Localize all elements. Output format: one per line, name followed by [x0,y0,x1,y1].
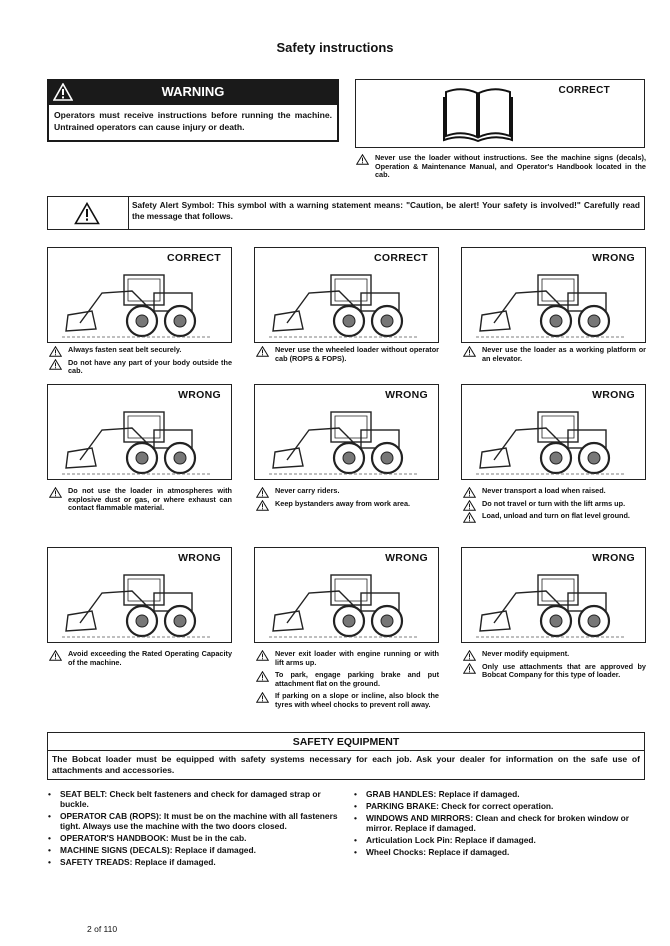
warning-triangle-icon [463,487,476,498]
caption-text: Only use attachments that are approved by Bobcat Company for this type of loader. [482,661,646,680]
alert-symbol-text: Safety Alert Symbol: This symbol with a warning statement means: "Caution, be alert! Your safety is involved!" Carefully read the message that follows. [132,200,640,221]
book-caption-text: Never use the loader without instructions. See the machine signs (decals), Operation & Maintenance Manual, and Operator's Handbook located in the cab. [375,153,646,180]
caption-text: Do not travel or turn with the lift arms up. [482,498,626,508]
warning-triangle-icon [256,650,269,661]
panel-caption [49,346,232,357]
panel-label: WRONG [592,252,635,264]
warning-header [47,79,339,105]
panel-label: CORRECT [558,85,610,96]
caption-text: Avoid exceeding the Rated Operating Capacity of the machine. [68,649,232,667]
warning-triangle-icon [49,359,62,370]
illustration-panel [461,547,646,643]
caption-text: Never transport a load when raised. [482,486,606,495]
loader-illustration [269,553,419,641]
caption-text: If parking on a slope or incline, also block the tyres with wheel chocks to prevent roll away. [275,691,439,709]
caption-text: To park, engage parking brake and put attachment flat on the ground. [275,670,439,688]
caption-text: Never carry riders. [275,486,340,495]
warning-triangle-icon [256,671,269,682]
panel-caption [256,487,439,498]
panel-label: WRONG [592,552,635,564]
caption-text: Never exit loader with engine running or with lift arms up. [275,649,439,667]
list-item: • SAFETY TREADS: Replace if damaged. [47,857,342,867]
warning-triangle-icon [49,650,62,661]
warning-triangle-icon [256,692,269,703]
loader-illustration [476,390,626,478]
panel-label: CORRECT [166,252,221,264]
illustration-panel [47,547,232,643]
illustration-panel [47,384,232,480]
panel-caption [256,346,439,363]
warning-triangle-icon [463,500,476,511]
panel-label: CORRECT [373,252,428,264]
illustration-panel [254,247,439,343]
alert-symbol-box [47,196,645,230]
warning-triangle-icon [49,346,62,357]
list-item: • GRAB HANDLES: Replace if damaged. [353,789,645,799]
warning-triangle-icon [256,487,269,498]
open-book-icon [442,87,514,142]
equipment-list-right [353,789,645,859]
caption-text: Load, unload and turn on flat level ground. [482,511,630,521]
panel-caption [49,487,232,513]
panel-caption [463,487,646,498]
warning-heading: WARNING [161,84,225,99]
panel-label: WRONG [178,552,221,564]
panel-caption [256,671,439,688]
warning-triangle-icon [53,83,73,101]
panel-caption [463,650,646,661]
panel-caption [256,500,439,511]
panel-caption [49,359,232,376]
panel-caption [463,500,646,511]
warning-box [47,79,339,142]
caption-text: Never use the loader as a working platform or an elevator. [482,345,646,363]
panel-caption [256,650,439,667]
safety-equipment-box [47,732,645,780]
page-title: Safety instructions [276,40,394,55]
list-item: • Articulation Lock Pin: Replace if damaged. [353,835,645,845]
warning-triangle-icon [463,512,476,523]
loader-illustration [476,253,626,341]
list-item: • SEAT BELT: Check belt fasteners and check for damaged strap or buckle. [47,789,342,809]
warning-triangle-icon [463,650,476,661]
caption-text: Never use the wheeled loader without operator cab (ROPS & FOPS). [275,345,439,363]
panel-caption [463,346,646,363]
illustration-panel [47,247,232,343]
loader-illustration [269,390,419,478]
caption-text: Keep bystanders away from work area. [275,498,411,508]
loader-illustration [62,253,212,341]
panel-caption [49,650,232,667]
warning-triangle-icon [463,346,476,357]
list-item: • Wheel Chocks: Replace if damaged. [353,847,645,857]
illustration-panel [254,384,439,480]
panel-label: WRONG [178,389,221,401]
book-panel [355,79,645,148]
illustration-panel [254,547,439,643]
page-number: 2 of 110 [87,924,118,934]
panel-caption [463,512,646,523]
loader-illustration [269,253,419,341]
warning-triangle-icon [74,202,100,225]
book-caption [356,154,646,180]
caption-text: Always fasten seat belt securely. [68,345,182,354]
panel-caption [463,663,646,680]
loader-illustration [476,553,626,641]
illustration-panel [461,384,646,480]
caption-text: Never modify equipment. [482,649,570,658]
warning-triangle-icon [256,500,269,511]
warning-text: Operators must receive instructions before running the machine. Untrained operators can cause injury or death. [54,110,332,132]
caption-text: Do not use the loader in atmospheres with explosive dust or gas, or where exhaust can contact flammable material. [68,486,232,513]
list-item: • MACHINE SIGNS (DECALS): Replace if damaged. [47,845,342,855]
illustration-panel [461,247,646,343]
panel-label: WRONG [385,389,428,401]
warning-triangle-icon [463,663,476,674]
warning-triangle-icon [256,346,269,357]
warning-triangle-icon [356,154,369,165]
warning-triangle-icon [49,487,62,498]
safety-equipment-text: The Bobcat loader must be equipped with safety systems necessary for each job. Ask your dealer for information on the safe use of attachments and accessories. [52,754,640,775]
panel-label: WRONG [592,389,635,401]
list-item: • WINDOWS AND MIRRORS: Clean and check for broken window or mirror. Replace if damaged. [353,813,645,833]
safety-equipment-title: SAFETY EQUIPMENT [292,736,400,748]
loader-illustration [62,553,212,641]
equipment-list-left [47,789,342,869]
list-item: • PARKING BRAKE: Check for correct operation. [353,801,645,811]
list-item: • OPERATOR'S HANDBOOK: Must be in the cab. [47,833,342,843]
panel-label: WRONG [385,552,428,564]
loader-illustration [62,390,212,478]
list-item: • OPERATOR CAB (ROPS): It must be on the machine with all fasteners tight. Always use the machine with the two doors closed. [47,811,342,831]
panel-caption [256,692,439,709]
caption-text: Do not have any part of your body outside the cab. [68,357,232,376]
